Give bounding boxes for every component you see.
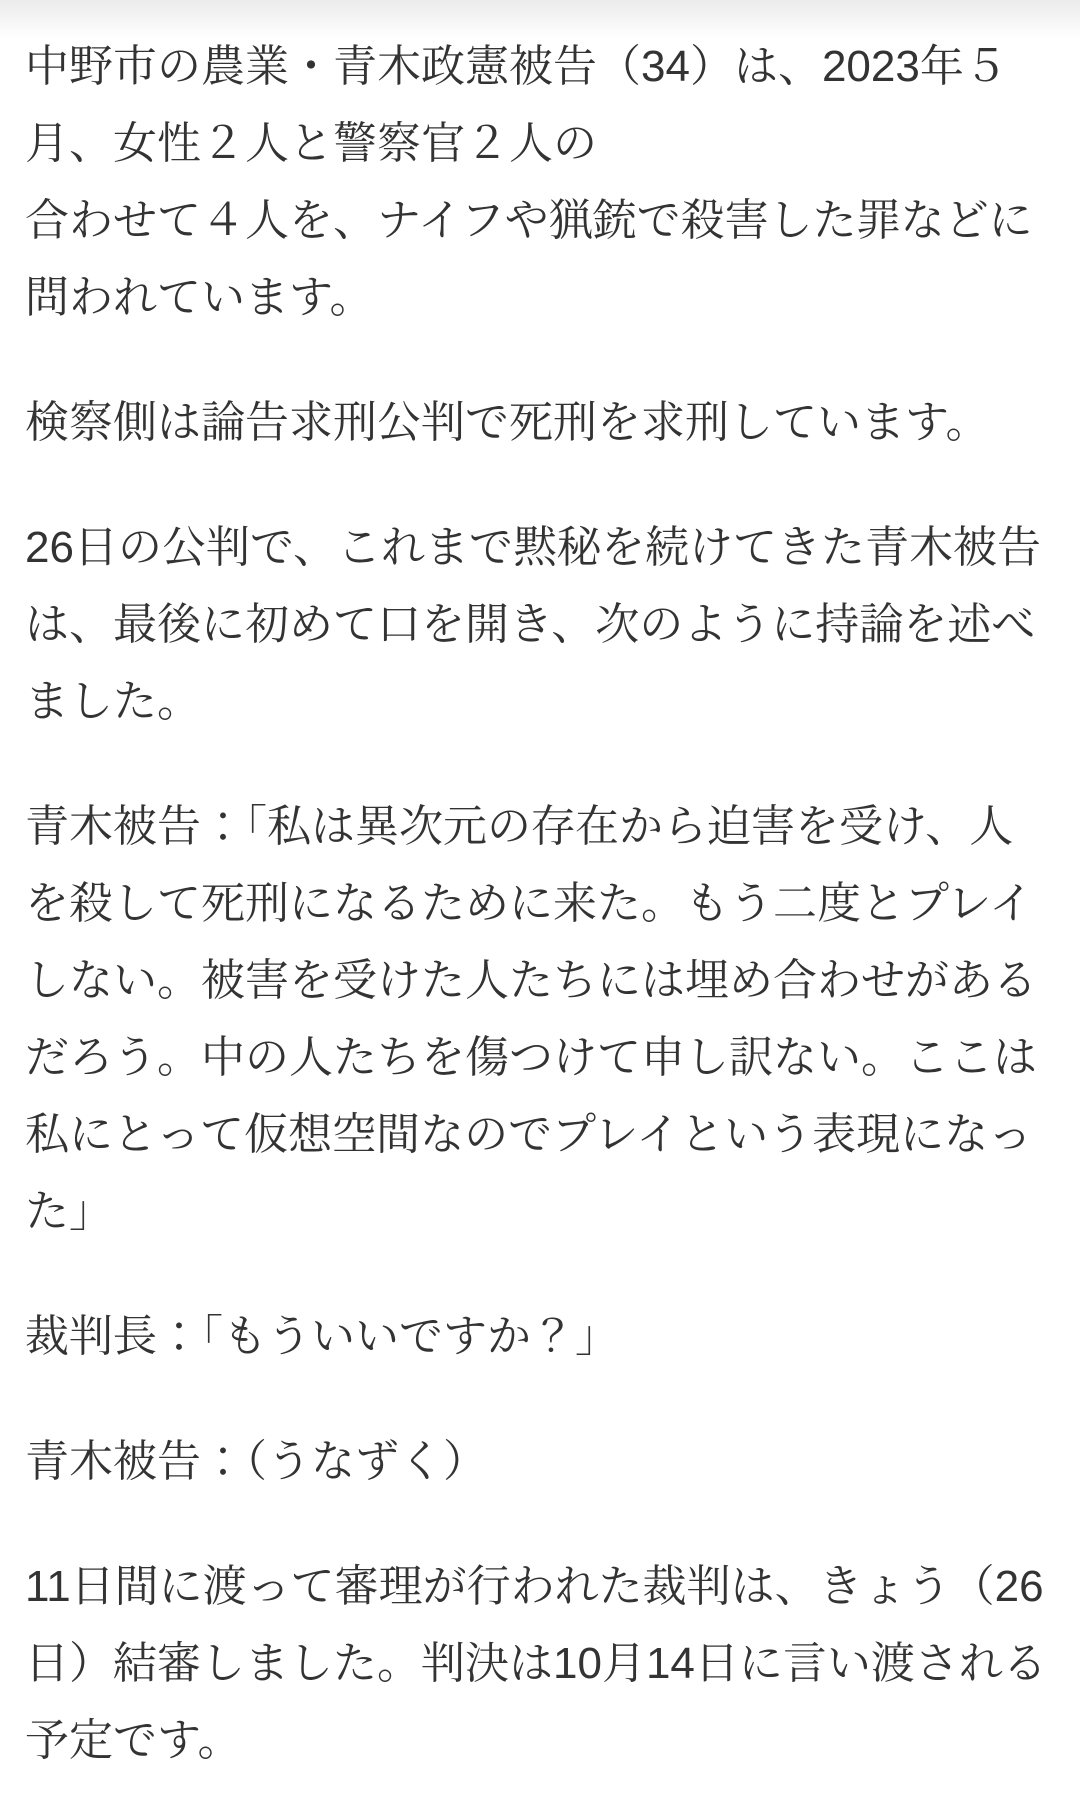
- article-paragraph: [25, 788, 1055, 1250]
- text-line: 予定です。: [25, 1716, 242, 1765]
- article-paragraph: [25, 1298, 1055, 1375]
- text-line: 私にとって仮想空間なのでプレイという表現になっ: [25, 1110, 1033, 1159]
- text-line: だろう。中の人たちを傷つけて申し訳ない。ここは: [25, 1033, 1037, 1082]
- text-line: ました。: [25, 677, 201, 726]
- text-line: た」: [25, 1187, 113, 1236]
- text-line: 青木被告：（うなずく）: [25, 1437, 487, 1486]
- text-line: 中野市の農業・青木政憲被告（34）は、2023年５: [25, 42, 1008, 91]
- article-paragraph: [25, 1423, 1055, 1500]
- article-paragraph: [25, 509, 1055, 740]
- text-line: 裁判長：「もういいですか？」: [25, 1312, 619, 1361]
- text-line: 合わせて４人を、ナイフや猟銃で殺害した罪などに: [25, 196, 1033, 245]
- text-line: は、最後に初めて口を開き、次のように持論を述べ: [25, 600, 1036, 649]
- text-line: 26日の公判で、これまで黙秘を続けてきた青木被告: [25, 523, 1042, 572]
- article-paragraph: [25, 28, 1055, 336]
- text-line: 青木被告：「私は異次元の存在から迫害を受け、人: [25, 802, 1014, 851]
- article-paragraph: [25, 1548, 1055, 1779]
- text-line: しない。被害を受けた人たちには埋め合わせがある: [25, 956, 1037, 1005]
- text-line: 検察側は論告求刑公判で死刑を求刑しています。: [25, 398, 990, 447]
- text-line: 月、女性２人と警察官２人の: [25, 119, 597, 168]
- text-line: 問われています。: [25, 273, 374, 322]
- text-line: 11日間に渡って審理が行われた裁判は、きょう（26: [25, 1562, 1044, 1611]
- article-paragraph: [25, 384, 1055, 461]
- text-line: 日）結審しました。判決は10月14日に言い渡される: [25, 1639, 1047, 1688]
- text-line: を殺して死刑になるために来た。もう二度とプレイ: [25, 879, 1034, 928]
